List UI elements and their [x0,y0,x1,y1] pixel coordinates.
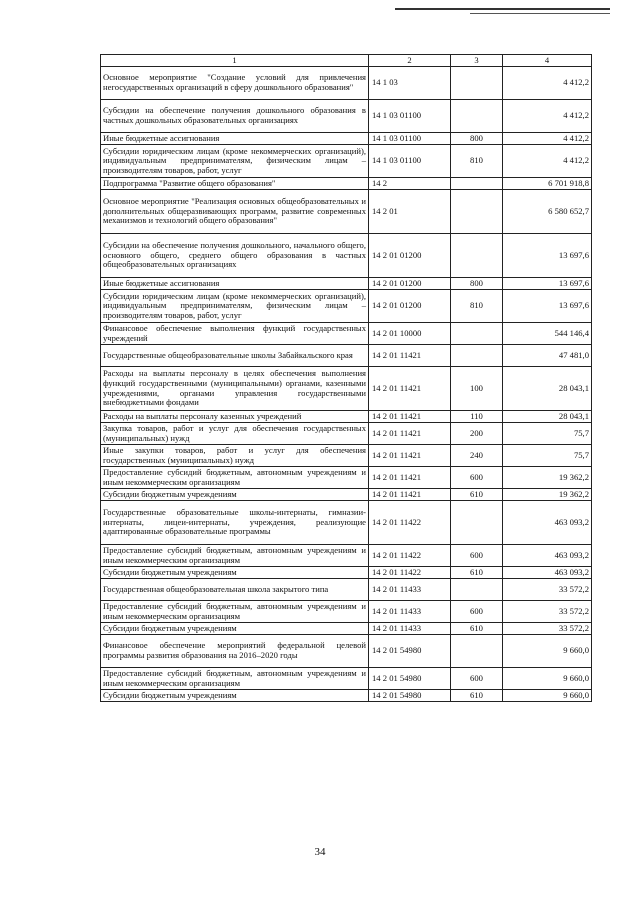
row-sum-cell: 4 412,2 [503,100,592,133]
row-name-cell: Субсидии на обеспечение получения дошкольного образования в частных дошкольных образовательных организациях [101,100,369,133]
row-code-cell: 14 2 01 11421 [369,345,451,367]
table-row [101,567,592,579]
row-name-cell: Иные закупки товаров, работ и услуг для обеспечения государственных (муниципальных) нужд [101,445,369,467]
row-sum-cell: 33 572,2 [503,623,592,635]
table-row [101,178,592,190]
row-vr-cell: 610 [451,567,503,579]
row-vr-cell: 610 [451,489,503,501]
table-row [101,234,592,278]
row-name-cell: Основное мероприятие "Реализация основных общеобразовательных и дополнительных общеразвивающих программ, развитие современных механизмов и технологий общего образования" [101,190,369,234]
row-vr-cell: 600 [451,545,503,567]
table-row [101,635,592,668]
row-sum-cell: 9 660,0 [503,635,592,668]
row-sum-cell: 33 572,2 [503,579,592,601]
row-name-cell: Государственные образовательные школы-интернаты, гимназии-интернаты, лицеи-интернаты, учреждения, реализующие адаптированные образовательные программы [101,501,369,545]
row-name-cell: Предоставление субсидий бюджетным, автономным учреждениям и иным некоммерческим организациям [101,601,369,623]
row-name-cell: Иные бюджетные ассигнования [101,133,369,145]
row-name-cell: Субсидии бюджетным учреждениям [101,567,369,579]
table-row [101,411,592,423]
row-name-cell: Основное мероприятие "Создание условий для привлечения негосударственных организаций в сферу дошкольного образования" [101,67,369,100]
row-sum-cell: 28 043,1 [503,411,592,423]
row-code-cell: 14 2 01 11433 [369,623,451,635]
row-vr-cell [451,234,503,278]
row-code-cell: 14 2 01 11433 [369,601,451,623]
row-code-cell: 14 2 01 11422 [369,567,451,579]
table-row [101,323,592,345]
row-vr-cell: 800 [451,278,503,290]
table-row [101,445,592,467]
top-rule-thin [470,13,610,14]
table-row [101,601,592,623]
row-code-cell: 14 1 03 [369,67,451,100]
row-code-cell: 14 2 01 11433 [369,579,451,601]
row-sum-cell: 463 093,2 [503,567,592,579]
row-name-cell: Финансовое обеспечение выполнения функций государственных учреждений [101,323,369,345]
table-row [101,623,592,635]
header-cell: 1 [101,55,369,67]
row-sum-cell: 75,7 [503,423,592,445]
table-row [101,145,592,178]
row-vr-cell: 800 [451,133,503,145]
row-code-cell: 14 1 03 01100 [369,133,451,145]
row-sum-cell: 6 701 918,8 [503,178,592,190]
row-name-cell: Субсидии юридическим лицам (кроме некоммерческих организаций), индивидуальным предпринимателям, физическим лицам – производителям товаров, работ, услуг [101,290,369,323]
table-row [101,100,592,133]
row-sum-cell: 13 697,6 [503,234,592,278]
row-vr-cell: 200 [451,423,503,445]
row-code-cell: 14 2 01 11421 [369,445,451,467]
row-name-cell: Иные бюджетные ассигнования [101,278,369,290]
row-code-cell: 14 2 01 11422 [369,501,451,545]
row-vr-cell [451,345,503,367]
row-code-cell: 14 2 01 01200 [369,234,451,278]
row-sum-cell: 19 362,2 [503,467,592,489]
table-row [101,367,592,411]
row-name-cell: Финансовое обеспечение мероприятий федеральной целевой программы развития образования на 2016–2020 годы [101,635,369,668]
row-vr-cell: 100 [451,367,503,411]
row-code-cell: 14 2 01 11421 [369,367,451,411]
row-name-cell: Субсидии юридическим лицам (кроме некоммерческих организаций), индивидуальным предпринимателям, физическим лицам – производителям товаров, работ, услуг [101,145,369,178]
row-sum-cell: 463 093,2 [503,501,592,545]
row-sum-cell: 13 697,6 [503,278,592,290]
header-cell: 4 [503,55,592,67]
row-sum-cell: 6 580 652,7 [503,190,592,234]
row-code-cell: 14 2 [369,178,451,190]
row-vr-cell [451,323,503,345]
row-name-cell: Субсидии на обеспечение получения дошкольного, начального общего, основного общего, среднего общего образования в частных общеобразовательных организациях [101,234,369,278]
row-vr-cell: 110 [451,411,503,423]
row-code-cell: 14 2 01 [369,190,451,234]
row-name-cell: Субсидии бюджетным учреждениям [101,690,369,702]
row-vr-cell [451,67,503,100]
row-name-cell: Предоставление субсидий бюджетным, автономным учреждениям и иным некоммерческим организациям [101,467,369,489]
budget-table [100,54,592,702]
row-code-cell: 14 2 01 54980 [369,668,451,690]
row-name-cell: Подпрограмма "Развитие общего образования" [101,178,369,190]
row-code-cell: 14 2 01 11421 [369,411,451,423]
row-code-cell: 14 2 01 11422 [369,545,451,567]
row-sum-cell: 28 043,1 [503,367,592,411]
row-code-cell: 14 2 01 01200 [369,290,451,323]
table-row [101,290,592,323]
row-vr-cell [451,579,503,601]
table-row [101,423,592,445]
row-name-cell: Субсидии бюджетным учреждениям [101,623,369,635]
row-sum-cell: 19 362,2 [503,489,592,501]
row-vr-cell: 600 [451,668,503,690]
top-rule [395,8,610,10]
row-sum-cell: 463 093,2 [503,545,592,567]
row-vr-cell: 610 [451,623,503,635]
page-number: 34 [314,846,326,858]
row-vr-cell [451,100,503,133]
row-vr-cell: 810 [451,145,503,178]
table-row [101,690,592,702]
row-vr-cell: 240 [451,445,503,467]
table-row [101,190,592,234]
row-code-cell: 14 2 01 11421 [369,423,451,445]
table-row [101,67,592,100]
row-name-cell: Закупка товаров, работ и услуг для обеспечения государственных (муниципальных) нужд [101,423,369,445]
row-code-cell: 14 1 03 01100 [369,100,451,133]
row-code-cell: 14 2 01 54980 [369,635,451,668]
row-sum-cell: 13 697,6 [503,290,592,323]
table-row [101,545,592,567]
table-row [101,345,592,367]
row-vr-cell: 610 [451,690,503,702]
row-name-cell: Предоставление субсидий бюджетным, автономным учреждениям и иным некоммерческим организациям [101,668,369,690]
row-vr-cell: 600 [451,601,503,623]
table-row [101,133,592,145]
row-code-cell: 14 2 01 11421 [369,467,451,489]
row-name-cell: Расходы на выплаты персоналу в целях обеспечения выполнения функций государственными (муниципальными) органами, казенными учреждениями, органами управления государственными внебюджетными фондами [101,367,369,411]
table-row [101,501,592,545]
header-row [101,55,592,67]
row-name-cell: Расходы на выплаты персоналу казенных учреждений [101,411,369,423]
row-vr-cell [451,190,503,234]
table-row [101,579,592,601]
row-name-cell: Государственная общеобразовательная школа закрытого типа [101,579,369,601]
row-sum-cell: 4 412,2 [503,133,592,145]
row-vr-cell: 810 [451,290,503,323]
row-code-cell: 14 2 01 11421 [369,489,451,501]
row-code-cell: 14 2 01 10000 [369,323,451,345]
row-vr-cell [451,178,503,190]
row-sum-cell: 4 412,2 [503,67,592,100]
table-row [101,278,592,290]
row-vr-cell [451,501,503,545]
row-name-cell: Государственные общеобразовательные школы Забайкальского края [101,345,369,367]
row-sum-cell: 9 660,0 [503,690,592,702]
row-vr-cell [451,635,503,668]
row-vr-cell: 600 [451,467,503,489]
row-name-cell: Предоставление субсидий бюджетным, автономным учреждениям и иным некоммерческим организациям [101,545,369,567]
table-row [101,467,592,489]
table-row [101,489,592,501]
row-sum-cell: 4 412,2 [503,145,592,178]
row-code-cell: 14 2 01 01200 [369,278,451,290]
row-sum-cell: 75,7 [503,445,592,467]
header-cell: 3 [451,55,503,67]
header-cell: 2 [369,55,451,67]
row-sum-cell: 544 146,4 [503,323,592,345]
row-sum-cell: 9 660,0 [503,668,592,690]
table-row [101,668,592,690]
row-code-cell: 14 2 01 54980 [369,690,451,702]
row-code-cell: 14 1 03 01100 [369,145,451,178]
row-name-cell: Субсидии бюджетным учреждениям [101,489,369,501]
row-sum-cell: 33 572,2 [503,601,592,623]
row-sum-cell: 47 481,0 [503,345,592,367]
